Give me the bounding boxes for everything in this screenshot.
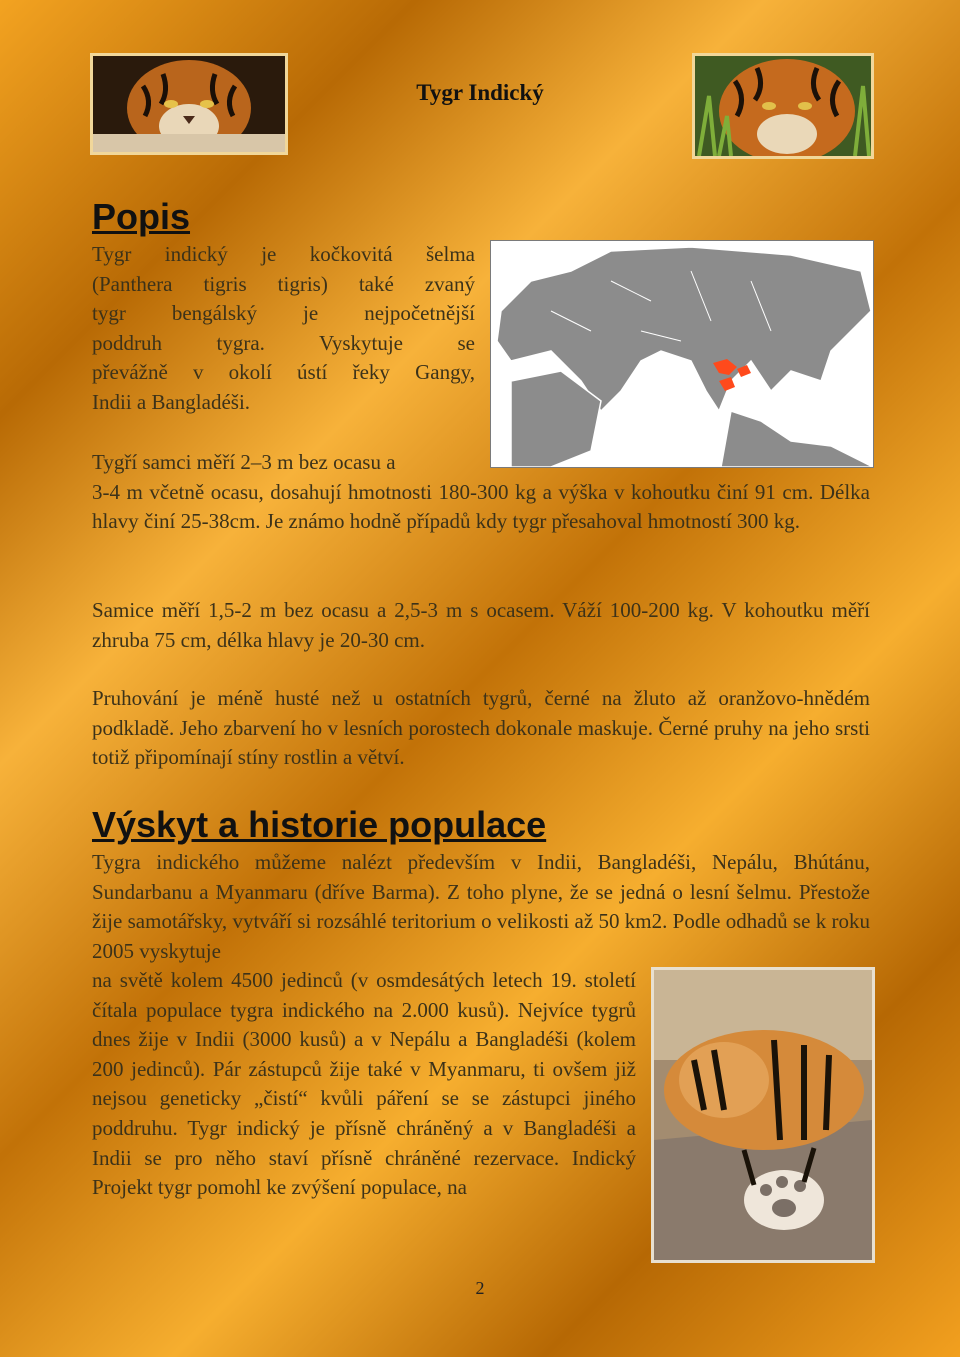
vyskyt-paragraph-narrow <box>92 966 636 1203</box>
tiger-grass-photo <box>692 53 874 159</box>
popis-paragraph-2-first-line <box>92 448 482 478</box>
popis-text: Samice měří 1,5-2 m bez ocasu a 2,5-3 m s ocasem. Váží 100-200 kg. V kohoutku měří zhruba 75 cm, délka hlavy je 20-30 cm. <box>92 598 870 652</box>
heading-popis: Popis <box>92 196 191 237</box>
vyskyt-paragraph-full <box>92 848 870 966</box>
popis-line: Indii a Bangladéši. <box>92 389 251 414</box>
popis-line: tygr bengálský je nejpočetnější <box>92 301 475 326</box>
popis-paragraph-2 <box>92 478 870 537</box>
popis-paragraph-3 <box>92 596 870 655</box>
tiger-grass-illustration <box>695 56 871 156</box>
popis-text: 3-4 m včetně ocasu, dosahují hmotnosti 180-300 kg a výška v kohoutku činí 91 cm. Délka hlavy činí 25-38cm. Je známo hodně případů kdy tygr přesahoval hmotností 300 kg. <box>92 479 870 534</box>
page-number: 2 <box>475 1278 485 1298</box>
popis-line: Tygr indický je kočkovitá šelma <box>92 242 475 266</box>
sleeping-tiger-photo <box>651 967 875 1263</box>
popis-line: převážně v okolí ústí řeky Gangy, <box>92 360 475 385</box>
popis-line: (Panthera tigris tigris) také zvaný <box>92 271 475 296</box>
vyskyt-text: Tygra indického můžeme nalézt především v Indii, Bangladéši, Nepálu, Bhútánu, Sundarbanu a Myanmaru (dříve Barma). Z toho plyne, že se jedná o lesní šelmu. Přestože žije samotářsky, vytváří si rozsáhlé teritorium o velikosti až 50 km2. Podle odhadů se k roku 2005 vyskytuje <box>92 850 870 963</box>
popis-text: Pruhování je méně husté než u ostatních tygrů, černé na žluto až oranžovo-hnědém podkladě. Jeho zbarvení ho v lesních porostech dokonale maskuje. Černé pruhy na jeho srsti totiž připomínají stíny rostlin a větví. <box>92 686 870 770</box>
vyskyt-text: na světě kolem 4500 jedinců (v osmdesátých letech 19. století čítala populace tygra indického na 2.000 kusů). Nejvíce tygrů dnes žije v Indii (3000 kusů) a v Nepálu a Bangladéši (kolem 200 jedinců). Pár zástupců žije také v Myanmaru, ti ovšem již nejsou geneticky „čistí“ kvůli páření se se zástupci jiného poddruhu. Tygr indický je přísně chráněný a v Bangladéši a Indii se pro něho staví přísně chráněné rezervace. Indický Projekt tygr pomohl ke zvýšení populace, na <box>92 968 636 1200</box>
page-title: Tygr Indický <box>416 80 544 105</box>
heading-vyskyt: Výskyt a historie populace <box>92 804 547 845</box>
popis-line: poddruh tygra. Vyskytuje se <box>92 330 475 355</box>
popis-paragraph-1 <box>92 240 475 418</box>
map-illustration <box>491 241 873 467</box>
popis-paragraph-4 <box>92 684 870 773</box>
popis-text: Tygří samci měří 2–3 m bez ocasu a <box>92 450 396 474</box>
tiger-face-illustration <box>93 56 285 152</box>
tiger-range-map <box>490 240 874 468</box>
tiger-face-photo <box>90 53 288 155</box>
sleeping-tiger-illustration <box>654 970 872 1260</box>
